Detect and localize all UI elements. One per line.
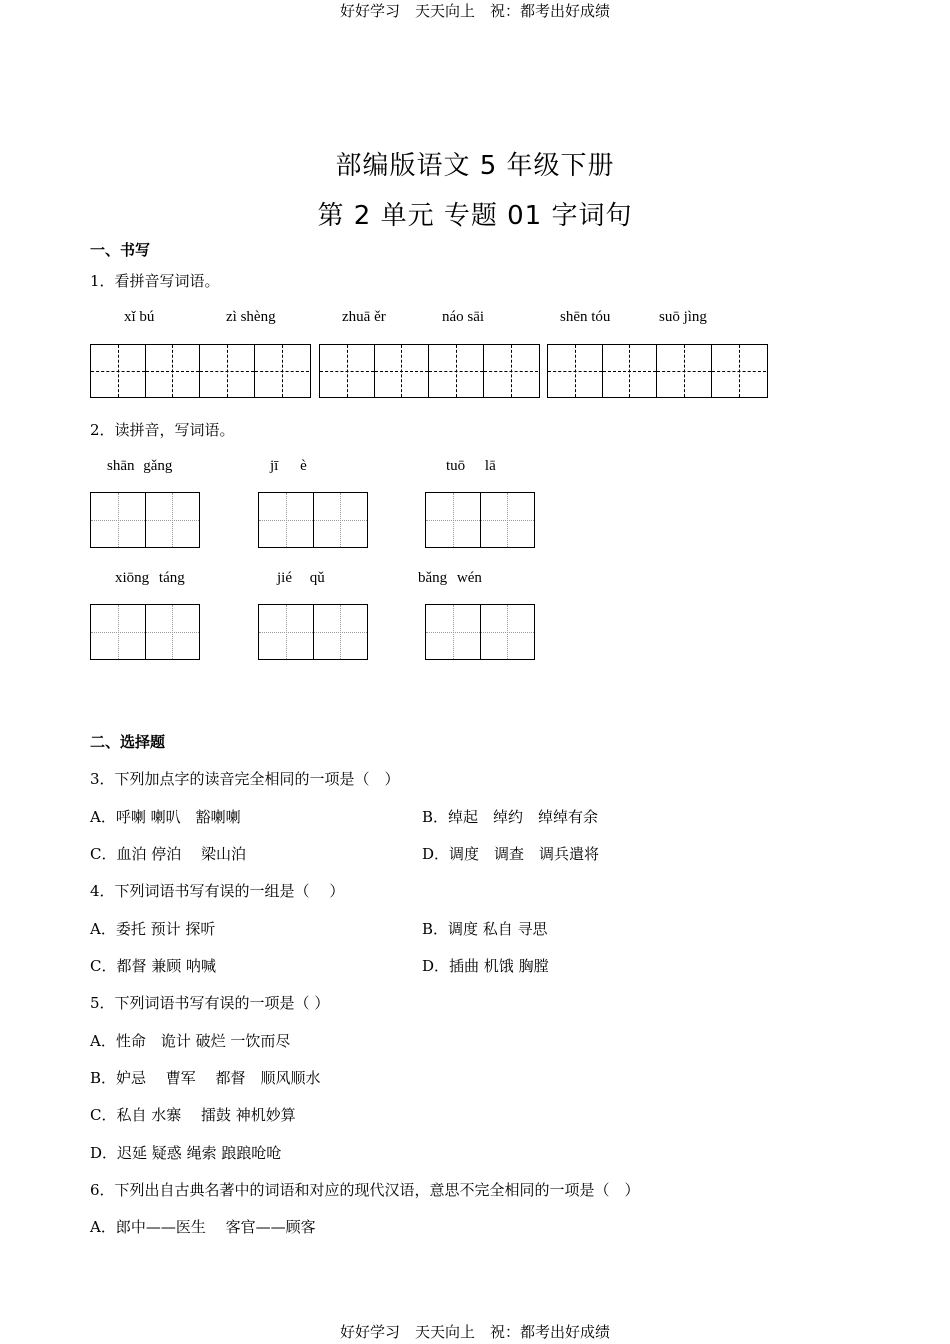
writing-box[interactable] <box>90 604 200 660</box>
writing-cell[interactable] <box>484 345 539 397</box>
page-title: 部编版语文 5 年级下册 <box>335 151 615 181</box>
pinyin-label: shēn tóu <box>560 309 611 325</box>
writing-cell[interactable] <box>146 345 201 397</box>
pinyin-label: zhuā ěr <box>342 309 386 325</box>
pinyin-label: jī è <box>270 458 307 474</box>
pinyin-label: shān gǎng <box>107 458 173 474</box>
writing-box[interactable] <box>425 492 535 548</box>
writing-cell[interactable] <box>255 345 310 397</box>
section-heading-writing: 一、书写 <box>90 241 151 259</box>
writing-cell[interactable] <box>91 345 146 397</box>
writing-cell[interactable] <box>375 345 430 397</box>
writing-box[interactable] <box>425 604 535 660</box>
writing-cell[interactable] <box>146 605 200 659</box>
pinyin-label: xiōng táng <box>115 570 185 586</box>
question-5-stem: 5．下列词语书写有误的一项是（ ） <box>90 994 330 1012</box>
writing-cell[interactable] <box>314 605 368 659</box>
question-2-stem: 2．读拼音，写词语。 <box>90 421 235 439</box>
writing-cell[interactable] <box>481 605 535 659</box>
question-3-stem: 3．下列加点字的读音完全相同的一项是（ ） <box>90 770 400 788</box>
writing-grid[interactable] <box>547 344 768 398</box>
option-a[interactable]: A．呼喇 喇叭 豁喇喇 <box>90 808 241 826</box>
option-d[interactable]: D．插曲 机饿 胸膛 <box>422 957 549 975</box>
writing-cell[interactable] <box>548 345 603 397</box>
page-footer: 好好学习 天天向上 祝：都考出好成绩 <box>339 1323 610 1341</box>
writing-cell[interactable] <box>259 493 314 547</box>
page-header: 好好学习 天天向上 祝：都考出好成绩 <box>339 2 610 20</box>
writing-cell[interactable] <box>603 345 658 397</box>
writing-grid[interactable] <box>319 344 540 398</box>
option-c[interactable]: C．都督 兼顾 呐喊 <box>90 957 217 975</box>
page-subtitle: 第 2 单元 专题 01 字词句 <box>317 201 633 231</box>
writing-cell[interactable] <box>712 345 767 397</box>
writing-cell[interactable] <box>200 345 255 397</box>
section-heading-choice: 二、选择题 <box>90 733 166 751</box>
pinyin-label: zì shèng <box>226 309 276 325</box>
writing-box[interactable] <box>258 604 368 660</box>
writing-cell[interactable] <box>146 493 200 547</box>
pinyin-label: suō jìng <box>659 309 707 325</box>
pinyin-label: jié qǔ <box>277 570 325 586</box>
pinyin-label: náo sāi <box>442 309 485 325</box>
writing-grid[interactable] <box>90 344 311 398</box>
writing-cell[interactable] <box>426 605 481 659</box>
option-a[interactable]: A．郎中——医生 客官——顾客 <box>90 1218 316 1236</box>
writing-cell[interactable] <box>314 493 368 547</box>
writing-cell[interactable] <box>259 605 314 659</box>
writing-cell[interactable] <box>429 345 484 397</box>
writing-cell[interactable] <box>91 605 146 659</box>
question-1-stem: 1．看拼音写词语。 <box>90 272 220 290</box>
writing-cell[interactable] <box>481 493 535 547</box>
writing-cell[interactable] <box>657 345 712 397</box>
option-a[interactable]: A．性命 诡计 破烂 一饮而尽 <box>90 1032 291 1050</box>
option-d[interactable]: D．调度 调查 调兵遣将 <box>422 845 600 863</box>
option-a[interactable]: A．委托 预计 探听 <box>90 920 216 938</box>
option-c[interactable]: C．血泊 停泊 梁山泊 <box>90 845 247 863</box>
pinyin-label: bǎng wén <box>418 570 482 586</box>
writing-cell[interactable] <box>91 493 146 547</box>
question-4-stem: 4．下列词语书写有误的一组是（ ） <box>90 882 345 900</box>
writing-box[interactable] <box>258 492 368 548</box>
option-b[interactable]: B．妒忌 曹军 都督 顺风顺水 <box>90 1069 321 1087</box>
option-c[interactable]: C．私自 水寨 擂鼓 神机妙算 <box>90 1106 296 1124</box>
option-d[interactable]: D．迟延 疑惑 绳索 踉踉呛呛 <box>90 1144 282 1162</box>
option-b[interactable]: B．绰起 绰约 绰绰有余 <box>422 808 599 826</box>
pinyin-label: tuō lā <box>446 458 496 474</box>
writing-cell[interactable] <box>320 345 375 397</box>
question-6-stem: 6．下列出自古典名著中的词语和对应的现代汉语，意思不完全相同的一项是（ ） <box>90 1181 640 1199</box>
option-b[interactable]: B．调度 私自 寻思 <box>422 920 548 938</box>
writing-box[interactable] <box>90 492 200 548</box>
writing-cell[interactable] <box>426 493 481 547</box>
pinyin-label: xǐ bú <box>124 309 155 325</box>
